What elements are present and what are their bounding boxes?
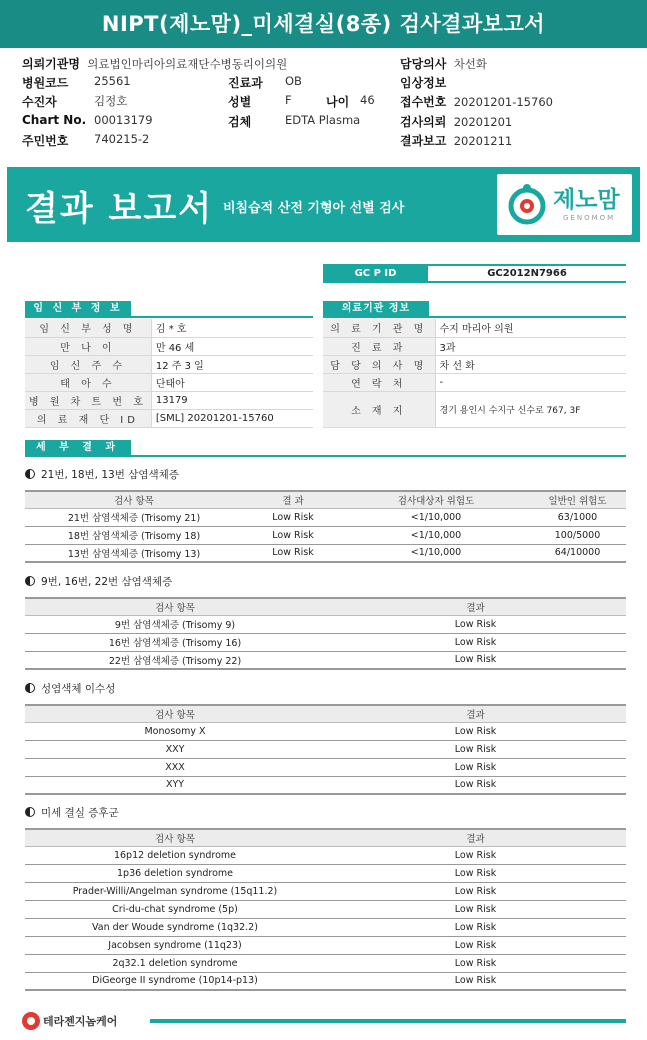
table-row: [25, 526, 626, 544]
table-cell: Low Risk: [325, 846, 626, 864]
table-header-row: [25, 598, 626, 615]
collector-label: 수진자: [22, 95, 57, 109]
table-cell: Low Risk: [325, 776, 626, 794]
dept-label: 진료과: [228, 76, 263, 90]
table-cell: Low Risk: [243, 508, 343, 526]
report-title: NIPT(제노맘)_미세결실(8종) 검사결과보고서: [0, 0, 647, 48]
table-header-row: [25, 491, 626, 508]
patient-key: 태 아 수: [25, 373, 151, 391]
institution-row: [323, 337, 626, 355]
institution-info-divider: [323, 316, 626, 318]
logo-subtext: GENOMOM: [563, 214, 616, 222]
table-cell: Low Risk: [325, 864, 626, 882]
table-cell: Jacobsen syndrome (11q23): [25, 936, 325, 954]
gcp-id-label: GC P ID: [323, 264, 428, 283]
report-date-value: 20201211: [453, 134, 513, 148]
table-cell: 9번 삼염색체증 (Trisomy 9): [25, 615, 325, 633]
table-row: [25, 615, 626, 633]
table-cell: 1p36 deletion syndrome: [25, 864, 325, 882]
table-cell: Low Risk: [325, 633, 626, 651]
rrn-label: 주민번호: [22, 134, 69, 148]
institution-key: 연 락 처: [323, 373, 435, 391]
institution-key: 담 당 의 사 명: [323, 355, 435, 373]
report-date-label: 결과보고: [400, 134, 447, 148]
table-row: [25, 508, 626, 526]
req-org-value: 의료법인마리아의료재단수병동리이의원: [87, 57, 288, 71]
patient-info-divider: [25, 316, 313, 318]
section-title: 미세 결실 증후군: [41, 807, 119, 819]
table-cell: Low Risk: [325, 936, 626, 954]
receipt-value: 20201201-15760: [453, 95, 553, 109]
age-label: 나이: [326, 95, 350, 109]
institution-row: [323, 355, 626, 373]
table-cell: 63/1000: [529, 508, 626, 526]
patient-value: 단태아: [151, 373, 313, 391]
table-cell: Low Risk: [325, 722, 626, 740]
patient-key: 병 원 차 트 번 호: [25, 391, 151, 409]
hosp-code-value: 25561: [94, 74, 131, 88]
table-row: [25, 882, 626, 900]
patient-info-table: [25, 319, 313, 428]
company-logo-icon: [22, 1012, 40, 1030]
table-cell: Low Risk: [325, 651, 626, 669]
table-cell: 16번 삼염색체증 (Trisomy 16): [25, 633, 325, 651]
column-header: 결과: [325, 598, 626, 615]
table-cell: 22번 삼염색체증 (Trisomy 22): [25, 651, 325, 669]
table-cell: <1/10,000: [343, 526, 529, 544]
half-circle-icon: [25, 576, 35, 586]
table-cell: Low Risk: [243, 544, 343, 562]
details-tag: 세 부 결 과: [25, 440, 131, 456]
clinical-label: 임상정보: [400, 76, 447, 90]
institution-row: [323, 319, 626, 337]
patient-value: 13179: [151, 391, 313, 409]
table-cell: 2q32.1 deletion syndrome: [25, 954, 325, 972]
table-row: [25, 633, 626, 651]
table-header-row: [25, 705, 626, 722]
patient-key: 임 신 부 성 명: [25, 319, 151, 337]
institution-value: -: [435, 373, 626, 391]
result-table: [25, 490, 626, 563]
section-title: 성염색체 이수성: [41, 683, 116, 695]
table-cell: Low Risk: [243, 526, 343, 544]
institution-value: 3과: [435, 337, 626, 355]
institution-key: 진 료 과: [323, 337, 435, 355]
table-cell: XXX: [25, 758, 325, 776]
column-header: 결과: [325, 829, 626, 846]
table-row: [25, 544, 626, 562]
patient-row: [25, 373, 313, 391]
chart-label: Chart No.: [22, 113, 87, 127]
patient-value: 만 46 세: [151, 337, 313, 355]
table-cell: 100/5000: [529, 526, 626, 544]
table-row: [25, 651, 626, 669]
patient-row: [25, 355, 313, 373]
institution-info-tag: 의료기관 정보: [323, 301, 429, 317]
column-header: 검사 항목: [25, 491, 243, 508]
institution-row: [323, 391, 626, 427]
half-circle-icon: [25, 469, 35, 479]
genomom-logo: [497, 174, 632, 235]
table-cell: XXY: [25, 740, 325, 758]
request-label: 검사의뢰: [400, 115, 447, 129]
half-circle-icon: [25, 683, 35, 693]
table-cell: Low Risk: [325, 900, 626, 918]
collector-value: 김정호: [94, 94, 128, 108]
table-cell: 64/10000: [529, 544, 626, 562]
section-title: 21번, 18번, 13번 삼염색체증: [41, 469, 179, 481]
table-cell: Low Risk: [325, 882, 626, 900]
patient-info-tag: 임 신 부 정 보: [25, 301, 131, 317]
genomom-logo-icon: [505, 182, 549, 226]
result-table: [25, 704, 626, 795]
patient-row: [25, 391, 313, 409]
footer-company-logo: [22, 1012, 117, 1030]
institution-value: 차 선 화: [435, 355, 626, 373]
table-cell: Low Risk: [325, 972, 626, 990]
age-value: 46: [360, 93, 375, 107]
table-cell: <1/10,000: [343, 544, 529, 562]
dept-value: OB: [285, 74, 302, 88]
table-cell: XYY: [25, 776, 325, 794]
table-cell: Low Risk: [325, 740, 626, 758]
chart-value: 00013179: [94, 113, 153, 127]
institution-key: 의 료 기 관 명: [323, 319, 435, 337]
table-row: [25, 846, 626, 864]
table-cell: DiGeorge II syndrome (10p14-p13): [25, 972, 325, 990]
table-row: [25, 936, 626, 954]
result-banner: [7, 167, 640, 242]
table-cell: Van der Woude syndrome (1q32.2): [25, 918, 325, 936]
column-header: 일반인 위험도: [529, 491, 626, 508]
patient-row: [25, 409, 313, 427]
table-cell: 18번 삼염색체증 (Trisomy 18): [25, 526, 243, 544]
details-divider: [25, 455, 626, 457]
gcp-id-value: GC2012N7966: [428, 264, 626, 283]
specimen-value: EDTA Plasma: [285, 113, 361, 127]
table-row: [25, 972, 626, 990]
patient-value: 12 주 3 일: [151, 355, 313, 373]
table-row: [25, 776, 626, 794]
rrn-value: 740215-2: [94, 132, 150, 146]
institution-key: 소 재 지: [323, 391, 435, 427]
table-cell: 21번 삼염색체증 (Trisomy 21): [25, 508, 243, 526]
table-cell: Monosomy X: [25, 722, 325, 740]
result-table: [25, 597, 626, 670]
table-row: [25, 864, 626, 882]
table-row: [25, 740, 626, 758]
table-row: [25, 758, 626, 776]
result-table: [25, 828, 626, 991]
section-heading: [25, 681, 115, 696]
table-cell: Low Risk: [325, 954, 626, 972]
banner-subtitle: 비침습적 산전 기형아 선별 검사: [223, 201, 405, 216]
table-cell: Cri-du-chat syndrome (5p): [25, 900, 325, 918]
doctor-value: 차선화: [453, 57, 488, 71]
specimen-label: 검체: [228, 115, 252, 129]
patient-value: [SML] 20201201-15760: [151, 409, 313, 427]
patient-value: 김 * 호: [151, 319, 313, 337]
institution-value: 수지 마리아 의원: [435, 319, 626, 337]
table-cell: <1/10,000: [343, 508, 529, 526]
table-cell: Low Risk: [325, 758, 626, 776]
banner-title: 결과 보고서: [25, 189, 214, 229]
patient-key: 만 나 이: [25, 337, 151, 355]
institution-info-table: [323, 319, 626, 428]
table-cell: 16p12 deletion syndrome: [25, 846, 325, 864]
patient-row: [25, 337, 313, 355]
hosp-code-label: 병원코드: [22, 76, 69, 90]
section-heading: [25, 805, 119, 820]
table-row: [25, 954, 626, 972]
request-value: 20201201: [453, 115, 513, 129]
table-row: [25, 722, 626, 740]
table-row: [25, 918, 626, 936]
column-header: 검사 항목: [25, 705, 325, 722]
patient-row: [25, 319, 313, 337]
receipt-label: 접수번호: [400, 95, 447, 109]
column-header: 검사 항목: [25, 829, 325, 846]
sex-value: F: [285, 93, 292, 107]
half-circle-icon: [25, 807, 35, 817]
institution-row: [323, 373, 626, 391]
column-header: 검사대상자 위험도: [343, 491, 529, 508]
column-header: 검사 항목: [25, 598, 325, 615]
section-title: 9번, 16번, 22번 삼염색체증: [41, 576, 173, 588]
patient-key: 의 료 재 단 ID: [25, 409, 151, 427]
table-header-row: [25, 829, 626, 846]
section-heading: [25, 574, 172, 589]
table-row: [25, 900, 626, 918]
doctor-label: 담당의사: [400, 57, 447, 71]
patient-key: 임 신 주 수: [25, 355, 151, 373]
footer-company-name: 테라젠지놈케어: [43, 1015, 118, 1028]
table-cell: Low Risk: [325, 918, 626, 936]
table-cell: Low Risk: [325, 615, 626, 633]
sex-label: 성별: [228, 95, 252, 109]
footer-divider: [150, 1019, 626, 1023]
institution-value: 경기 용인시 수지구 신수로 767, 3F: [435, 391, 626, 427]
req-org-label: 의뢰기관명: [22, 57, 80, 71]
logo-text: 제노맘: [553, 187, 620, 213]
section-heading: [25, 467, 179, 482]
column-header: 결과: [325, 705, 626, 722]
table-cell: Prader-Willi/Angelman syndrome (15q11.2): [25, 882, 325, 900]
table-cell: 13번 삼염색체증 (Trisomy 13): [25, 544, 243, 562]
column-header: 결 과: [243, 491, 343, 508]
